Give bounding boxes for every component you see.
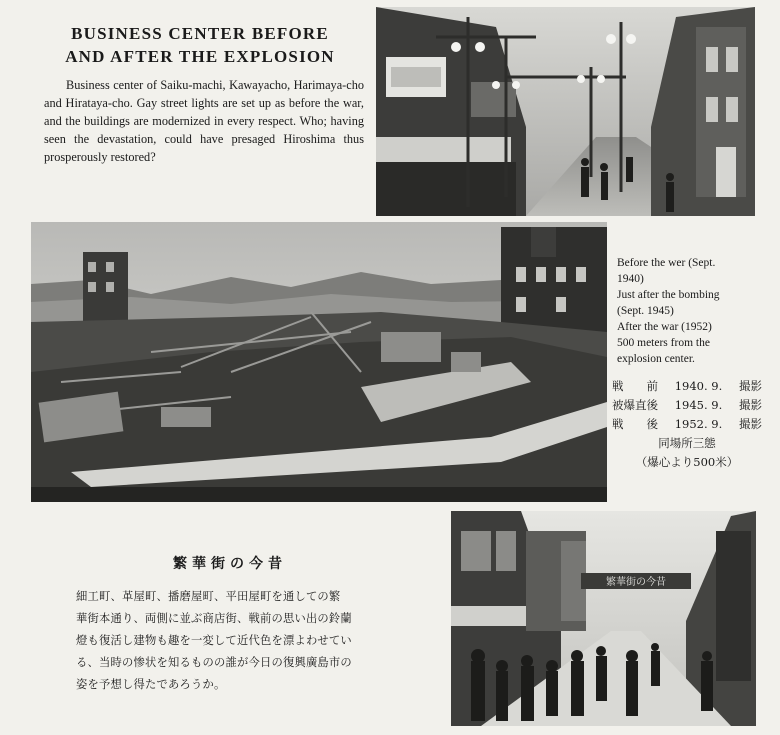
caption-label: 戦 前 bbox=[612, 379, 658, 393]
body-line: 姿を予想し得たであろうか。 bbox=[76, 678, 226, 691]
caption-label: 被爆直後 bbox=[612, 398, 658, 412]
title-line-1: BUSINESS CENTER BEFORE bbox=[71, 24, 329, 43]
body-line: 華街本通り、両側に並ぶ商店街、戦前の思い出の鈴蘭 bbox=[76, 612, 352, 625]
caption-line: Before the wer (Sept. bbox=[617, 257, 716, 269]
caption-label: 戦 後 bbox=[612, 417, 658, 431]
caption-note: 撮影 bbox=[739, 417, 762, 431]
title-line-2: AND AFTER THE EXPLOSION bbox=[65, 47, 335, 66]
caption-row bbox=[612, 396, 762, 415]
caption-line: (Sept. 1945) bbox=[617, 305, 674, 317]
photo-prewar-street bbox=[376, 7, 755, 216]
caption-line: After the war (1952) bbox=[617, 321, 712, 333]
caption-date: 1940. 9. bbox=[674, 379, 723, 393]
page-title bbox=[30, 22, 370, 68]
japanese-heading: 繁華街の今昔 bbox=[173, 556, 287, 572]
street-banner-text: 繁華街の今昔 bbox=[606, 577, 666, 588]
caption-place: 同場所三態 bbox=[658, 436, 716, 450]
caption-date: 1952. 9. bbox=[674, 417, 723, 431]
intro-paragraph: Business center of Saiku-machi, Kawayacho, Harimaya-cho and Hirataya-cho. Gay street lights are set up as before the war, and the buildings are modernized in every respect. Who; having seen the devastation, could have presaged Hiroshima thus prosperously restored? bbox=[44, 78, 364, 164]
caption-note: 撮影 bbox=[739, 398, 762, 412]
caption-row bbox=[612, 415, 762, 434]
body-line: る、当時の惨状を知るものの誰が今日の復興廣島市の bbox=[76, 656, 352, 669]
caption-line: Just after the bombing bbox=[617, 289, 720, 301]
caption-line: 500 meters from the bbox=[617, 337, 710, 349]
caption-date: 1945. 9. bbox=[674, 398, 723, 412]
body-line: 燈も復活し建物も趣を一変して近代色を漂よわせてい bbox=[76, 634, 352, 647]
caption-row bbox=[612, 377, 762, 396]
caption-distance: （爆心より500米） bbox=[635, 455, 739, 469]
japanese-body bbox=[76, 586, 401, 696]
caption-line: explosion center. bbox=[617, 353, 695, 365]
caption-japanese bbox=[612, 377, 762, 472]
caption-note: 撮影 bbox=[739, 379, 762, 393]
photo-bombing-ruins bbox=[31, 222, 607, 502]
body-line: 細工町、革屋町、播磨屋町、平田屋町を通しての繁 bbox=[76, 590, 341, 603]
photo-postwar-street bbox=[451, 511, 756, 726]
caption-english bbox=[617, 255, 762, 367]
caption-line: 1940) bbox=[617, 273, 644, 285]
